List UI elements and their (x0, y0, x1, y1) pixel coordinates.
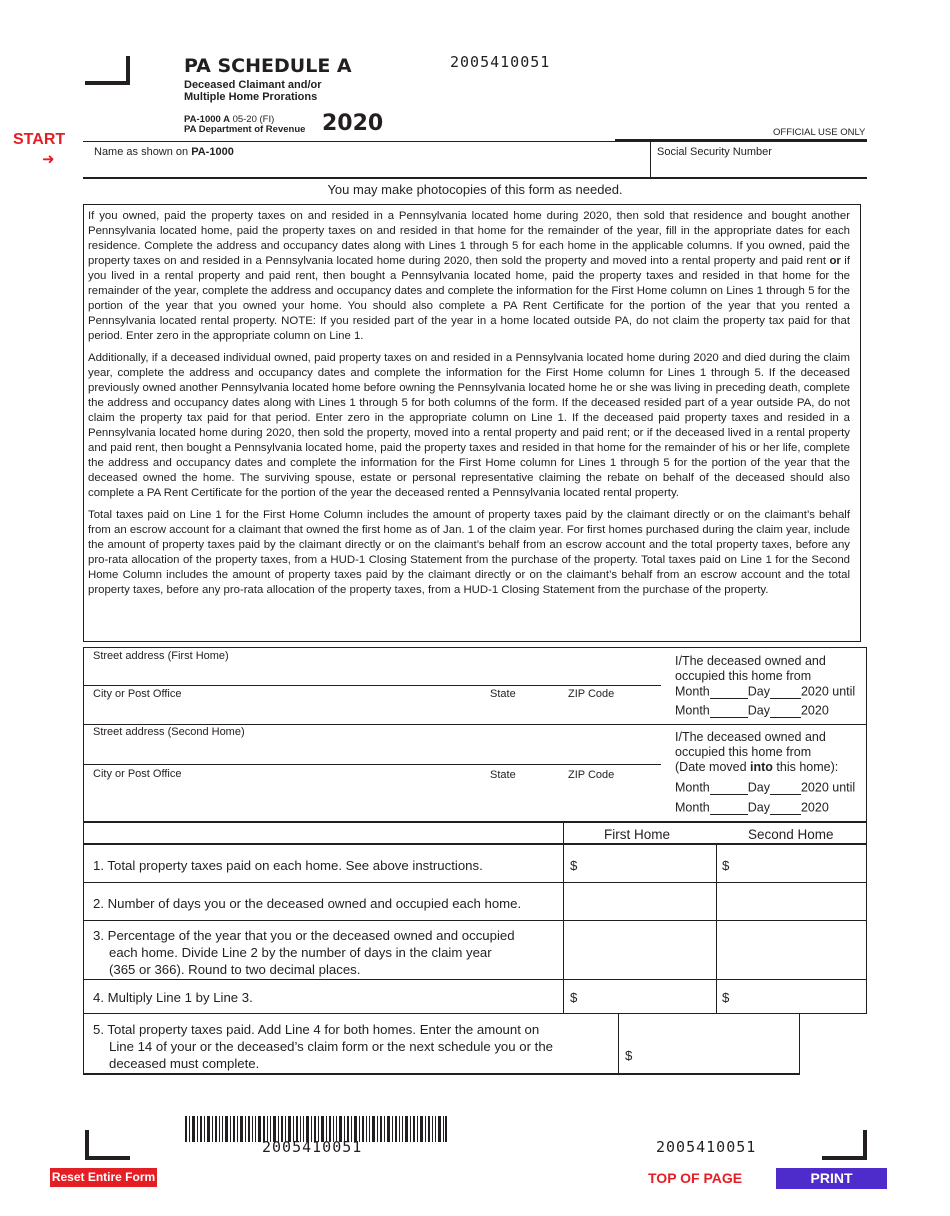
second-home-from-until: 2020 until (800, 780, 856, 795)
line-4-second-dollar: $ (722, 990, 730, 1005)
line1-top-rule (83, 843, 867, 845)
line-4-first-dollar: $ (570, 990, 578, 1005)
line-4-label: 4. Multiply Line 1 by Line 3. (93, 990, 253, 1005)
second-home-occupied-text (675, 730, 838, 775)
barcode-text: 2005410051 (262, 1138, 363, 1156)
start-arrow-icon: ➜ (42, 151, 55, 168)
first-home-from-month-field[interactable] (710, 684, 748, 699)
first-home-top-rule (83, 647, 867, 648)
department-name: PA Department of Revenue (184, 124, 306, 135)
first-home-zip-field[interactable] (566, 702, 660, 722)
address-right-border (866, 647, 867, 1013)
line-2-second-home-field[interactable] (722, 889, 866, 915)
line-3-text-b: each home. Divide Line 2 by the number of days in the claim year (109, 945, 492, 960)
form-title: PA SCHEDULE A (184, 55, 352, 77)
name-label-form: PA-1000 (191, 146, 234, 158)
second-home-from-date (675, 780, 855, 795)
second-home-from-day-field[interactable] (770, 780, 801, 795)
line-3-label (93, 927, 515, 978)
second-home-street-rule (83, 764, 661, 765)
second-home-from-month-field[interactable] (710, 780, 748, 795)
address-left-border (83, 647, 84, 1075)
tax-year: 2020 (322, 111, 384, 136)
first-home-from-until: 2020 until (800, 684, 856, 699)
first-home-street-label: Street address (First Home) (93, 650, 229, 662)
line-5-total-field[interactable] (638, 1040, 798, 1068)
first-home-to-day-field[interactable] (770, 703, 801, 718)
first-home-to-month-field[interactable] (710, 703, 748, 718)
instructions-box (83, 204, 861, 642)
first-home-from-day-field[interactable] (770, 684, 801, 699)
line-2-first-home-field[interactable] (570, 889, 714, 915)
registration-mark-top-left (85, 56, 130, 86)
column-header-first-home: First Home (604, 827, 671, 842)
line-4-first-home-field[interactable] (582, 984, 714, 1010)
first-home-from-day-label: Day (747, 684, 770, 699)
instructions-p1-bold: or (829, 255, 841, 267)
line-3-text-c: (365 or 366). Round to two decimal places. (109, 962, 361, 977)
instructions-paragraph-3: Total taxes paid on Line 1 for the First Home Column includes the amount of property taxes paid by the claimant directly or on the claimant’s behalf from an escrow account for a claimant that owned the first home as of Jan. 1 of the claim year. For first homes purchased during the claim year, include the amount of property taxes paid by the claimant directly or on the claimant’s behalf from an escrow account and the total property taxes, before any pro-rata allocation of the property taxes, from a HUD-1 Closing Statement from the purchase of the property. Total taxes paid on Line 1 for the Second Home Column includes the amount of property taxes paid by the claimant directly or on the claimant’s behalf from an escrow account and the total property taxes, before any pro-rata allocation of the property taxes, from a HUD-1 Closing Statement from the purchase of the property. (88, 509, 850, 596)
first-home-street-rule (83, 685, 661, 686)
photocopy-note: You may make photocopies of this form as needed. (327, 182, 623, 197)
first-home-to-month-label: Month (675, 703, 710, 718)
second-home-from-day-label: Day (747, 780, 770, 795)
form-subtitle-line2: Multiple Home Prorations (184, 91, 318, 103)
line-1-first-home-field[interactable] (582, 852, 714, 878)
first-home-zip-label: ZIP Code (568, 688, 615, 700)
line5-bottom-rule (83, 1073, 800, 1075)
line-5-label (93, 1021, 553, 1072)
ssn-label: Social Security Number (657, 146, 772, 158)
second-home-zip-label: ZIP Code (568, 769, 615, 781)
line-3-first-home-field[interactable] (570, 940, 714, 966)
first-home-street-field[interactable] (90, 664, 654, 684)
line5-top-rule (83, 1013, 867, 1014)
grid-col-divider-2 (716, 843, 717, 1014)
second-home-city-label: City or Post Office (93, 768, 182, 780)
line3-top-rule (83, 920, 867, 921)
first-home-to-day-label: Day (747, 703, 770, 718)
registration-mark-bottom-right (822, 1130, 867, 1160)
address-bottom-rule (83, 821, 867, 823)
second-home-to-date (675, 800, 829, 815)
second-home-occupied-line2: occupied this home from (675, 745, 812, 759)
line5-divider-left (618, 1013, 619, 1074)
first-home-from-month-label: Month (675, 684, 710, 699)
line-5-text-b: Line 14 of your or the deceased’s claim form or the next schedule you or the (109, 1039, 553, 1054)
print-button[interactable]: PRINT (776, 1168, 887, 1189)
line-2-label: 2. Number of days you or the deceased owned and occupied each home. (93, 896, 522, 911)
line-3-second-home-field[interactable] (722, 940, 866, 966)
form-subtitle-line1: Deceased Claimant and/or (184, 79, 322, 91)
first-home-occupied-line2: occupied this home from (675, 669, 812, 683)
line-1-second-home-field[interactable] (734, 852, 866, 878)
first-home-from-date (675, 684, 855, 699)
second-home-moved-prefix: (Date moved (675, 760, 751, 774)
name-label (94, 146, 234, 158)
page-code: 2005410051 (656, 1138, 757, 1156)
second-home-street-field[interactable] (90, 741, 654, 761)
second-home-to-year: 2020 (800, 800, 829, 815)
instructions-paragraph-2: Additionally, if a deceased individual owned, paid property taxes on and resided in a Pennsylvania located home during 2020 and died during the claim year, complete the address and occupancy dates and complete the information for the First Home column for Lines 1 through 5. If the deceased previously owned another Pennsylvania located home before owning the Pennsylvania located home he or she was living in preceding death, complete the address and occupancy dates along with Lines 1 through 5 for both columns of the form. If the deceased resided part of a year outside PA, do not claim the property tax paid for that period. Enter zero in the appropriate column on Line 1. If the deceased paid property taxes and resided in a Pennsylvania located home during 2020, then sold the property, moved into a rental property and paid rent; or if the deceased lived in a rental property and paid rent, then bought a Pennsylvania located home, paid the property taxes and resided in that home for the remainder of his or her life, complete the address and occupancy dates and complete the information for the First Home column for Lines 1 through 5 for the portion of the year that the deceased owned the home. The surviving spouse, estate or personal representative claiming the rebate on behalf of the deceased should also complete a PA Rent Certificate for the portion of the year the deceased rented a Pennsylvania located rental property. (88, 352, 850, 499)
line-1-first-dollar: $ (570, 858, 578, 873)
second-home-city-field[interactable] (90, 784, 484, 804)
second-home-zip-field[interactable] (566, 784, 660, 804)
second-home-top-rule (83, 724, 867, 725)
first-home-city-field[interactable] (90, 702, 484, 722)
line2-top-rule (83, 882, 867, 883)
form-version: 05-20 (FI) (232, 114, 275, 125)
grid-col-divider-1 (563, 822, 564, 1014)
form-barcode-number: 2005410051 (450, 53, 551, 71)
line4-top-rule (83, 979, 867, 980)
reset-form-button[interactable]: Reset Entire Form (50, 1168, 157, 1187)
instructions-paragraph-1 (88, 209, 850, 344)
line-3-text-a: 3. Percentage of the year that you or the deceased owned and occupied (93, 928, 515, 943)
line-1-second-dollar: $ (722, 858, 730, 873)
second-home-to-month-field[interactable] (710, 800, 748, 815)
first-home-city-label: City or Post Office (93, 688, 182, 700)
first-home-occupied-line1: I/The deceased owned and (675, 654, 826, 668)
second-home-street-label: Street address (Second Home) (93, 726, 245, 738)
first-home-state-label: State (490, 688, 516, 700)
name-field[interactable] (90, 160, 644, 178)
name-top-rule (83, 141, 867, 142)
name-ssn-divider (650, 141, 651, 179)
line5-divider-right (799, 1013, 800, 1074)
line-5-text-c: deceased must complete. (109, 1056, 260, 1071)
top-of-page-link[interactable]: TOP OF PAGE (648, 1170, 743, 1186)
column-header-second-home: Second Home (748, 827, 834, 842)
form-number: PA-1000 A (184, 114, 230, 125)
second-home-to-day-label: Day (747, 800, 770, 815)
second-home-from-month-label: Month (675, 780, 710, 795)
second-home-occupied-line1: I/The deceased owned and (675, 730, 826, 744)
second-home-to-day-field[interactable] (770, 800, 801, 815)
second-home-moved-suffix: this home): (772, 760, 839, 774)
first-home-to-year: 2020 (800, 703, 829, 718)
second-home-moved-bold: into (750, 760, 773, 774)
official-use-label: OFFICIAL USE ONLY (773, 127, 866, 138)
name-label-prefix: Name as shown on (94, 146, 192, 158)
instructions-p1-part-a: If you owned, paid the property taxes on and resided in a Pennsylvania located home during 2020, then sold that residence and bought another Pennsylvania located home, paid the property taxes on and resided in that home for the remainder of the year, fill in the appropriate dates for each residence. Complete the address and occupancy dates along with Lines 1 through 5 for each home in the applicable columns. If you owned, paid the property taxes on and resided in a Pennsylvania located home during 2020, then sold the property and moved into a rental property and paid rent (88, 210, 850, 267)
second-home-state-field[interactable] (488, 784, 562, 804)
ssn-field[interactable] (655, 160, 864, 178)
first-home-to-date (675, 703, 829, 718)
instructions-p1-part-b: if you lived in a rental property and paid rent, then bought a Pennsylvania located home, paid the property taxes and resided in that home for the remainder of the year, complete the address and occupancy dates and complete the information for the First Home column on Lines 1 through 5 for the portion of the year that you owned your home. You should also complete a PA Rent Certificate for the portion of the year that you rented a Pennsylvania located rental property. NOTE: If you resided part of the year in a home located outside PA, do not claim the property tax paid for that period. Enter zero in the appropriate column on Line 1. (88, 255, 850, 342)
second-home-moved-line (675, 760, 838, 775)
start-label: START (13, 131, 66, 148)
line-1-label: 1. Total property taxes paid on each home. See above instructions. (93, 858, 483, 873)
line-4-second-home-field[interactable] (734, 984, 866, 1010)
second-home-to-month-label: Month (675, 800, 710, 815)
first-home-occupied-text (675, 654, 826, 684)
first-home-state-field[interactable] (488, 702, 562, 722)
registration-mark-bottom-left (85, 1130, 130, 1160)
line-5-dollar: $ (625, 1048, 633, 1063)
second-home-state-label: State (490, 769, 516, 781)
line-5-text-a: 5. Total property taxes paid. Add Line 4 for both homes. Enter the amount on (93, 1022, 540, 1037)
